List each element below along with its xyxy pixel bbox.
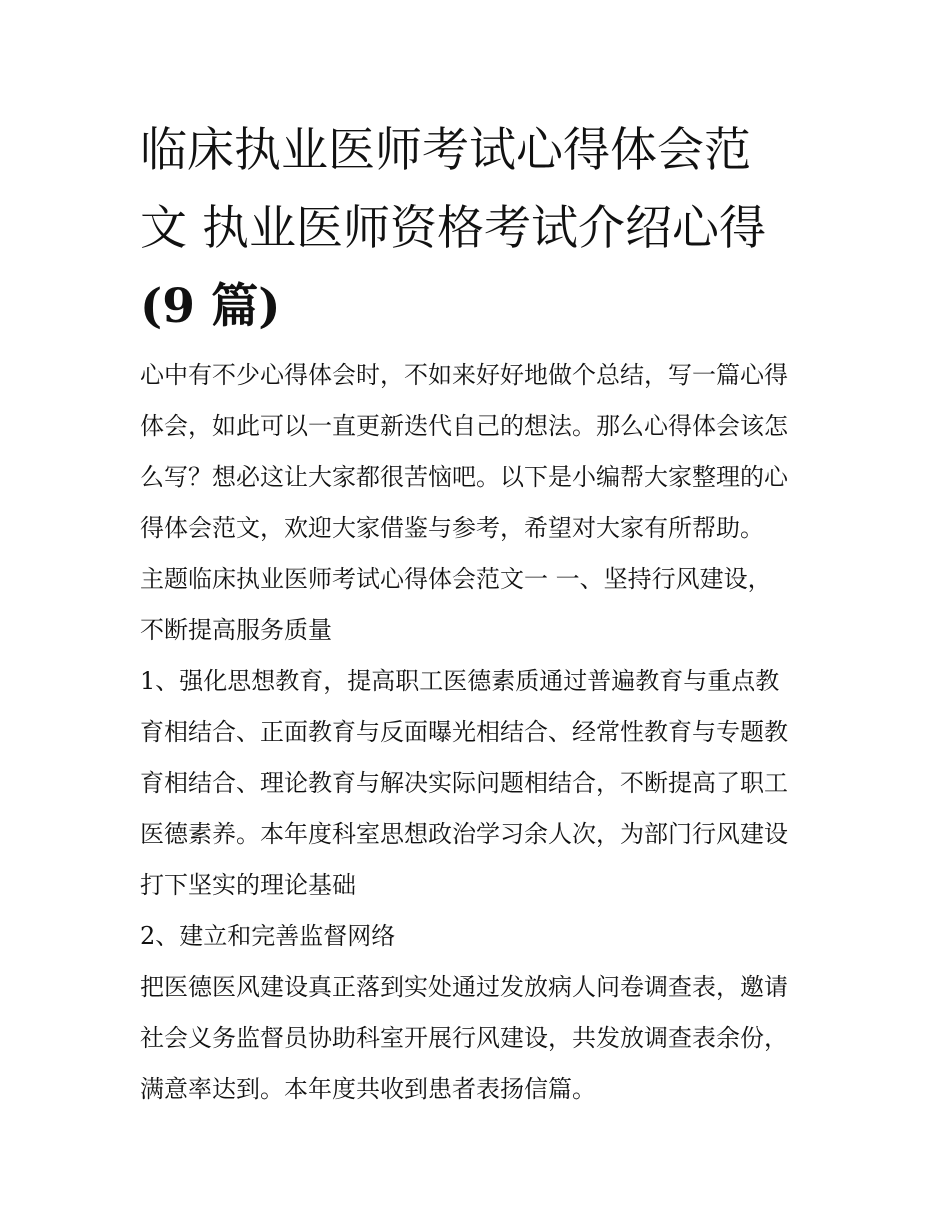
section-heading-line-1: 主题临床执业医师考试心得体会范文一 一、坚持行风建设， [140, 565, 772, 593]
document-title [140, 112, 820, 346]
body-line-3: 么写？想必这让大家都很苦恼吧。以下是小编帮大家整理的心 [140, 463, 788, 491]
section-heading-line-2: 不断提高服务质量 [140, 616, 332, 644]
body-line-2: 体会，如此可以一直更新迭代自己的想法。那么心得体会该怎 [140, 412, 788, 440]
list-item-1-line-5: 打下坚实的理论基础 [140, 871, 356, 899]
list-item-2-line-3: 满意率达到。本年度共收到患者表扬信篇。 [140, 1075, 596, 1103]
title-line-2: 文 执业医师资格考试介绍心得 [140, 201, 766, 256]
body-line-1: 心中有不少心得体会时，不如来好好地做个总结，写一篇心得 [140, 361, 788, 389]
document-body [140, 350, 820, 1115]
list-item-1-line-4: 医德素养。本年度科室思想政治学习余人次，为部门行风建设 [140, 820, 788, 848]
list-item-2-heading: 2、建立和完善监督网络 [140, 922, 396, 950]
body-line-4: 得体会范文，欢迎大家借鉴与参考，希望对大家有所帮助。 [140, 514, 764, 542]
list-item-1-line-3: 育相结合、理论教育与解决实际问题相结合，不断提高了职工 [140, 769, 788, 797]
title-line-1: 临床执业医师考试心得体会范 [140, 123, 751, 178]
title-line-3: (9 篇) [140, 279, 281, 334]
list-item-1-line-1: 1、强化思想教育，提高职工医德素质通过普遍教育与重点教 [140, 667, 780, 695]
list-item-2-line-2: 社会义务监督员协助科室开展行风建设，共发放调查表余份， [140, 1024, 788, 1052]
list-item-2-line-1: 把医德医风建设真正落到实处通过发放病人问卷调查表，邀请 [140, 973, 788, 1001]
document-content [140, 112, 820, 1115]
list-item-1-line-2: 育相结合、正面教育与反面曝光相结合、经常性教育与专题教 [140, 718, 788, 746]
